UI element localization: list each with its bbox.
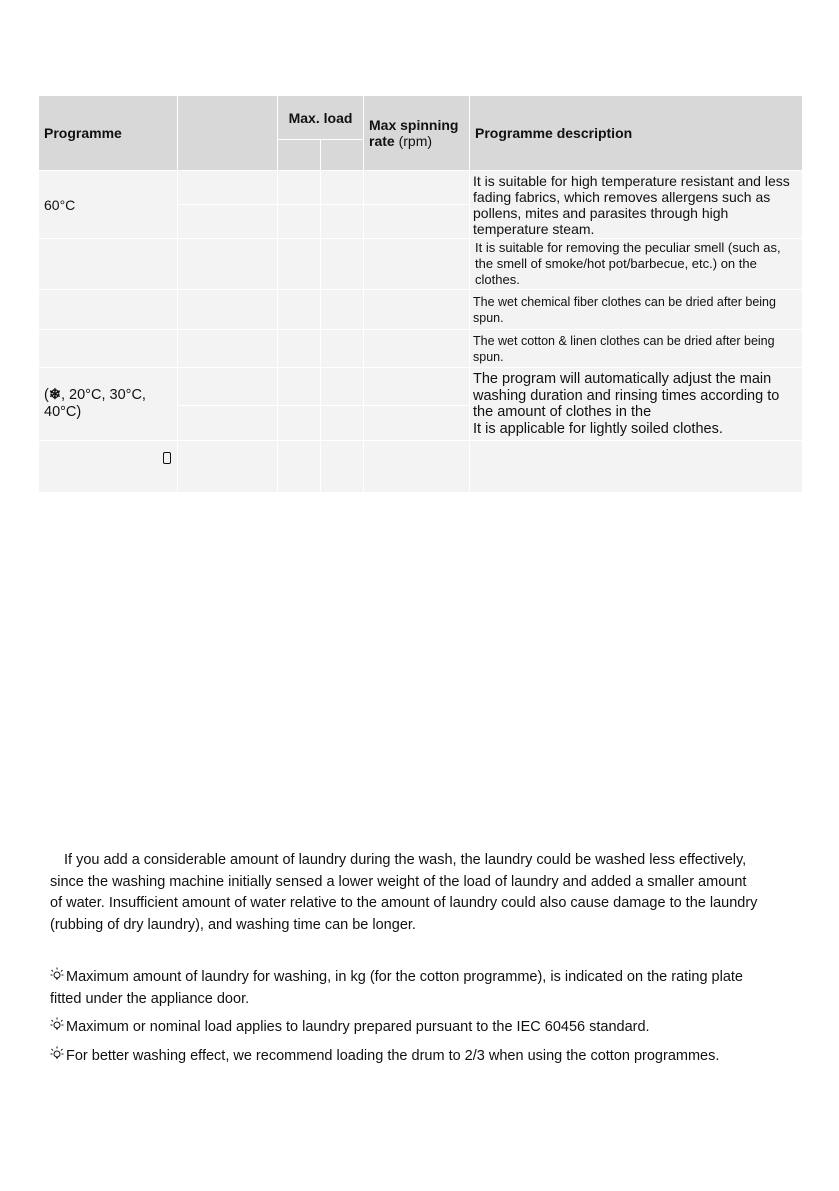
cell (364, 330, 470, 368)
steam-temperature: 60°C (44, 196, 76, 213)
snowflake-icon: ❄ (48, 387, 61, 403)
header-blank (178, 96, 278, 171)
cell (178, 330, 278, 368)
refresh-description: It is suitable for removing the peculiar smell (such as, the smell of smoke/hot pot/barbecue, etc.) on the clothes. (470, 239, 803, 290)
cell (321, 171, 364, 205)
load-warning-paragraph: If you add a considerable amount of laundry during the wash, the laundry could be washed less effectively, since the washing machine initially sensed a lower weight of the load of laundry and added a smaller amount of water. Insufficient amount of water relative to the amount of laundry could also cause damage to the laundry (rubbing of dry laundry), and washing time can be longer. (50, 852, 758, 933)
header-max-spin-unit: (rpm) (398, 133, 433, 149)
cell (278, 368, 321, 406)
header-load-sub-1 (278, 140, 321, 171)
header-max-spin (364, 96, 470, 171)
cell (278, 171, 321, 205)
cell (178, 290, 278, 330)
cell (39, 239, 178, 290)
cell (178, 406, 278, 441)
note-drum-loading-text: For better washing effect, we recommend loading the drum to 2/3 when using the cotton programmes. (66, 1048, 720, 1064)
cell (178, 239, 278, 290)
app-programme-cell (39, 441, 178, 493)
cell (278, 205, 321, 239)
cell (178, 171, 278, 205)
lightbulb-icon (50, 1045, 66, 1067)
auto-description-soil: It is applicable for lightly soiled clothes. (473, 420, 723, 437)
auto-programme-cell (39, 368, 178, 441)
auto-description (470, 368, 803, 441)
steam-description: It is suitable for high temperature resistant and less fading fabrics, which removes allergens such as pollens, mites and parasites through high temperature steam. (470, 171, 803, 239)
cell (39, 290, 178, 330)
note-max-load-text: Maximum amount of laundry for washing, in kg (for the cotton programme), is indicated on the rating plate fitted under the appliance door. (50, 969, 743, 1007)
header-programme: Programme (39, 96, 178, 171)
header-max-spin-line1: Max spinning (369, 117, 459, 133)
cell (321, 239, 364, 290)
cell (321, 441, 364, 493)
cell (364, 441, 470, 493)
auto-temp-values: , 20°C, 30°C, 40°C) (44, 387, 146, 420)
header-load-sub-2 (321, 140, 364, 171)
cell (178, 205, 278, 239)
cell (178, 441, 278, 493)
steam-programme-cell (39, 171, 178, 239)
header-max-load: Max. load (278, 96, 364, 140)
auto-temp-open: ( (44, 387, 49, 403)
cell (364, 171, 470, 205)
note-nominal-load-text: Maximum or nominal load applies to laundry prepared pursuant to the IEC 60456 standard. (66, 1019, 650, 1035)
phone-icon (163, 452, 171, 464)
cell (364, 239, 470, 290)
cell (278, 239, 321, 290)
programme-table (38, 95, 803, 493)
cell (278, 441, 321, 493)
cell (278, 406, 321, 441)
synthetic-dry-description: The wet chemical fiber clothes can be dried after being spun. (470, 290, 803, 330)
cell (178, 368, 278, 406)
auto-description-main: The program will automatically adjust the main washing duration and rinsing times according to the amount of clothes in the (473, 371, 780, 420)
cell (39, 330, 178, 368)
cell (321, 368, 364, 406)
note-nominal-load (50, 1016, 770, 1039)
cotton-dry-description: The wet cotton & linen clothes can be dried after being spun. (470, 330, 803, 368)
lightbulb-icon (50, 966, 66, 988)
cell (321, 406, 364, 441)
lightbulb-icon (50, 1016, 66, 1038)
cell (364, 368, 470, 406)
cell (470, 441, 803, 493)
cell (321, 290, 364, 330)
note-max-load (50, 966, 770, 1010)
cell (321, 330, 364, 368)
cell (364, 290, 470, 330)
header-max-spin-line2: rate (369, 133, 395, 149)
note-drum-loading (50, 1045, 770, 1068)
cell (278, 290, 321, 330)
cell (364, 406, 470, 441)
cell (364, 205, 470, 239)
header-description: Programme description (470, 96, 803, 171)
cell (278, 330, 321, 368)
cell (321, 205, 364, 239)
